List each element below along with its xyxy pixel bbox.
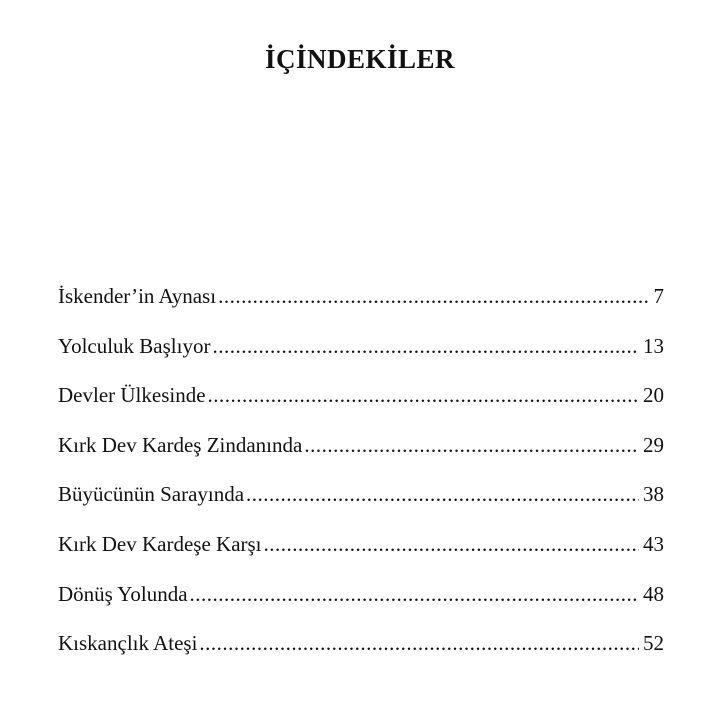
toc-entry-page-number: 7 bbox=[653, 284, 664, 308]
dot-leader bbox=[264, 532, 639, 557]
toc-entry-title: İskender’in Aynası bbox=[58, 284, 217, 308]
toc-entry-page-number: 29 bbox=[643, 432, 664, 457]
toc-entry-page-number: 52 bbox=[643, 631, 664, 656]
toc-entry bbox=[58, 433, 664, 483]
toc-entry-title: Dönüş Yolunda bbox=[58, 581, 188, 606]
dot-leader bbox=[246, 482, 639, 507]
page-title: İÇİNDEKİLER bbox=[264, 44, 456, 74]
dot-leader bbox=[190, 582, 639, 607]
dot-leader bbox=[208, 383, 639, 408]
toc-entry-page-number: 43 bbox=[643, 531, 664, 556]
toc-entry bbox=[58, 532, 664, 582]
dot-leader bbox=[199, 631, 639, 656]
toc-entry-title: Kırk Dev Kardeşe Karşı bbox=[58, 531, 262, 556]
toc-entry bbox=[58, 284, 664, 334]
dot-leader bbox=[212, 334, 639, 359]
toc-entry bbox=[58, 582, 664, 632]
toc-entry bbox=[58, 631, 664, 681]
toc-entry-title: Kıskançlık Ateşi bbox=[58, 631, 198, 656]
toc-entry bbox=[58, 334, 664, 384]
table-of-contents bbox=[58, 284, 664, 681]
toc-entry-title: Yolculuk Başlıyor bbox=[58, 333, 211, 358]
dot-leader bbox=[218, 284, 649, 309]
toc-entry-title: Devler Ülkesinde bbox=[58, 383, 206, 408]
dot-leader bbox=[304, 433, 639, 458]
toc-entry-page-number: 48 bbox=[643, 581, 664, 606]
toc-entry bbox=[58, 383, 664, 433]
toc-entry bbox=[58, 482, 664, 532]
toc-entry-page-number: 20 bbox=[643, 383, 664, 408]
toc-entry-title: Büyücünün Sarayında bbox=[58, 482, 245, 507]
toc-entry-title: Kırk Dev Kardeş Zindanında bbox=[58, 432, 303, 457]
toc-entry-page-number: 38 bbox=[643, 482, 664, 507]
toc-entry-page-number: 13 bbox=[643, 333, 664, 358]
